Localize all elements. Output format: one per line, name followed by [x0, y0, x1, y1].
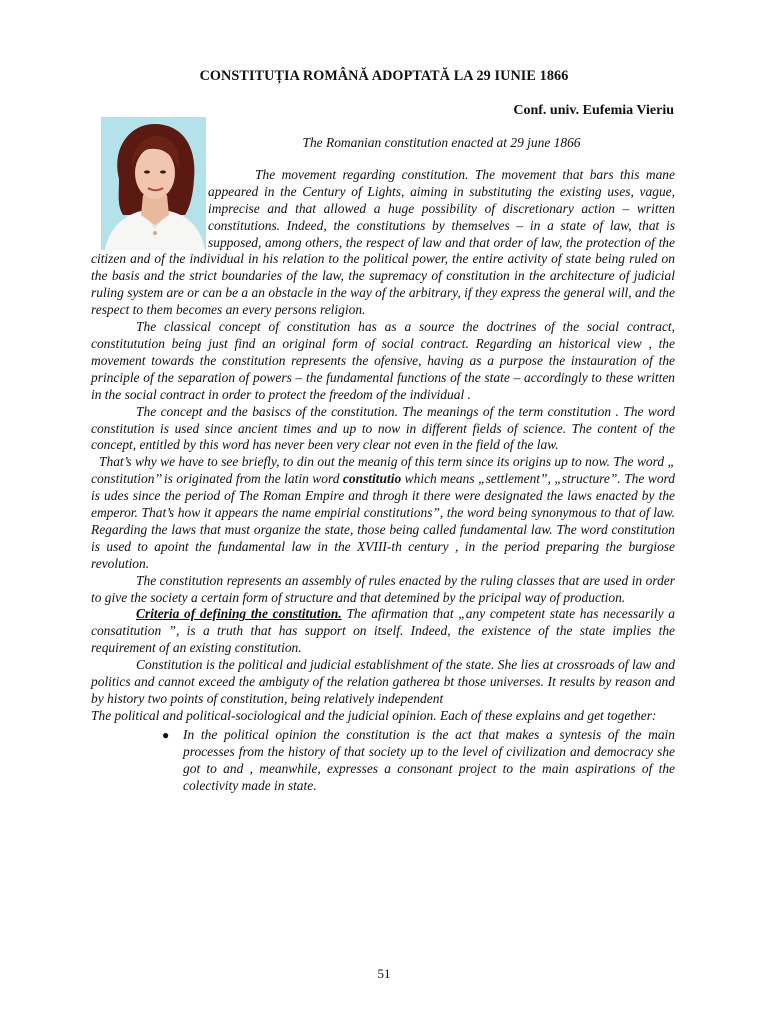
article-body	[91, 135, 675, 794]
paragraph-meaning-part-a: That’s why we have to see briefly, to din out the meanig of this term since its origins up to now. The word „ constitution’’ is originated from the latin word	[91, 454, 675, 487]
paragraph-assembly-of-rules: The constitution represents an assembly of rules enacted by the ruling classes that are used in order to give the society a certain form of structure and that detemined by the pricipal way of production.	[91, 572, 675, 605]
criteria-heading: Criteria of defining the constitution.	[136, 606, 342, 622]
paragraph-classical-concept: The classical concept of constitution has as a source the doctrines of the social contract, constitutution being just find an original form of social contract. Regarding an historical view , the movement towards the constitution represents the ofensive, having as a purpose the instauration of the principle of the separation of powers – the fundamental functions of the state – accordingly to these written in the social contract in order to protect the freedom of the individual .	[91, 319, 675, 402]
paragraph-establishment: Constitution is the political and judicial establishment of the state. She lies at crossroads of law and politics and cannot exceed the ambiguty of the relation gatherea bt those universes. It results by reason and by history two points of constitution, being relatively independent	[91, 657, 675, 706]
paragraph-movement: The movement regarding constitution. The movement that bars this mane appeared in the Century of Lights, aiming in substituting the existing uses, vague, imprecise and that allowed a huge possibility of discretionary action – written constitutions. Indeed, the constitutions by themselves – in a state of law, that is supposed, among others, the respect of law and that order of law, the protection of the citizen and of the individual in his relation to the political power, the entire activity of state being ruled on the basis and the strict boundaries of the law, the supremacy of constitution in the architecture of judicial ruling system are or can be a an obstacle in the way of the arbitrary, if they express the general will, and the respect to them becomes an every persons religion.	[91, 166, 675, 318]
criteria-text: The afirmation that „any competent state has necessarily a consatitution ”, is a truth that has support on itself. Indeed, the existence of the state implies the requirement of an existing constitution.	[91, 606, 675, 656]
paragraph-concept-basics: The concept and the basiscs of the constitution. The meanings of the term constitution . The word constitution is used since ancient times and up to now in different fields of science. The content of the concept, entitled by this word has never been very clear not even in the field of the law.	[91, 403, 675, 453]
paragraph-meaning	[91, 454, 675, 572]
bullet-item-political-opinion	[162, 726, 675, 795]
latin-term: constitutio	[342, 471, 402, 487]
paragraph-criteria	[91, 606, 675, 657]
bullet-icon: ●	[162, 727, 170, 742]
document-title: CONSTITUȚIA ROMÂNĂ ADOPTATĂ LA 29 IUNIE 1866	[199, 68, 569, 84]
author-line: Conf. univ. Eufemia Vieriu	[513, 103, 674, 118]
portrait-float-space	[91, 135, 208, 250]
paragraph-meaning-part-b: which means „settlement”, „structure”. The word is udes since the period of The Roman Empire and throgh it there were designated the laws enacted by the emperor. That’s how it appears the name empirial constitutions”, the word being synonymous to that of law. Regarding the laws that must organize the state, those being called fundamental law. The word constitution is used to apoint the fundamental law in the XVIII-th century , in the period preparing the burgiose revolution.	[91, 471, 675, 571]
paragraph-opinions: The political and political-sociological and the judicial opinion. Each of these explains and get together:	[91, 707, 657, 723]
bullet-text: In the political opinion the constitution is the act that makes a syntesis of the main processes from the history of that society up to the level of civilization and democracy she got to and , meanwhile, expresses a consonant project to the main aspirations of the colectivity made in state.	[183, 726, 675, 793]
article-subtitle: The Romanian constitution enacted at 29 june 1866	[302, 135, 581, 150]
page-number: 51	[377, 966, 391, 981]
